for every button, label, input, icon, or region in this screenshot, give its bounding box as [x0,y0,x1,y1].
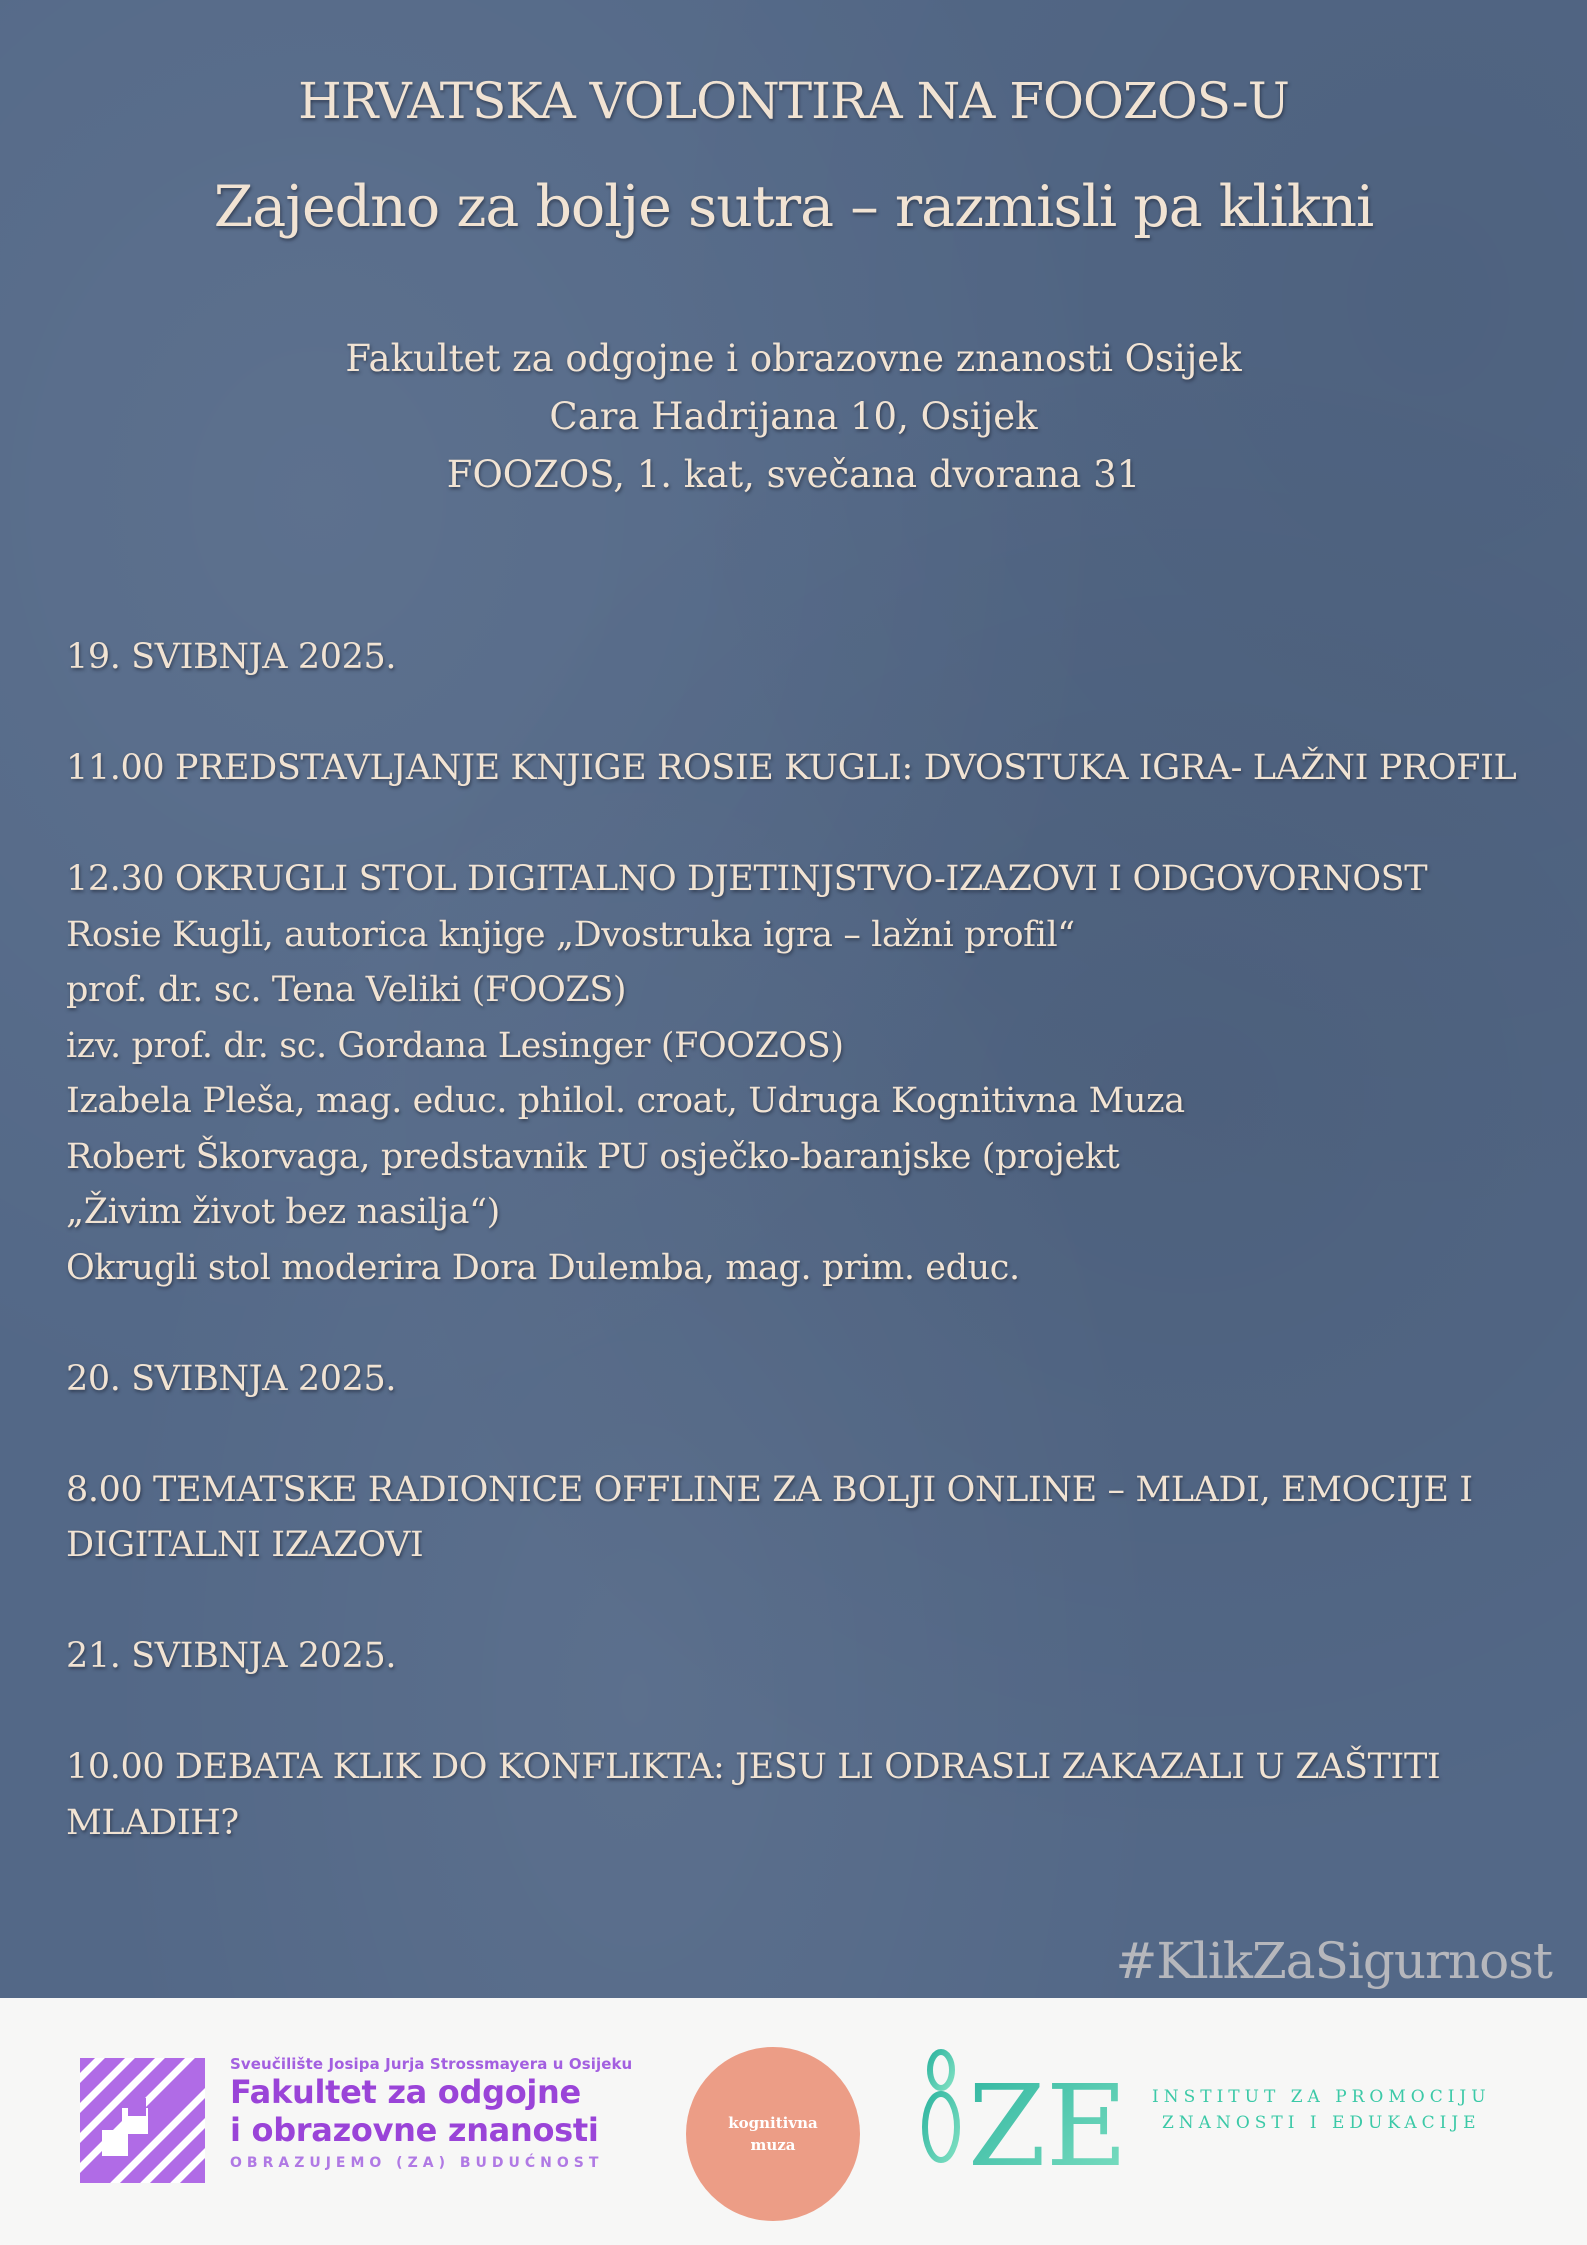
fooz-name-line2: i obrazovne znanosti [230,2111,599,2149]
fooz-name-line1: Fakultet za odgojne [230,2073,581,2111]
fooz-logo-text [230,2055,632,2171]
kognitivna-muza-logo [686,2047,860,2221]
day2-date: 20. SVIBNJA 2025. [66,1358,397,1399]
day1-event-round-table: 12.30 OKRUGLI STOL DIGITALNO DJETINJSTVO-IZAZOVI I ODGOVORNOST [66,859,1428,899]
muza-line2: muza [750,2136,796,2154]
venue-block [0,330,1587,504]
poster-subtitle: Zajedno za bolje sutra – razmisli pa klikni [213,174,1374,240]
ize-logo-icon [920,2045,1140,2175]
muza-line1: kognitivna [728,2114,818,2132]
day2-event-workshops: 8.00 TEMATSKE RADIONICE OFFLINE ZA BOLJI ONLINE – MLADI, EMOCIJE I [66,1469,1473,1510]
ize-line2: ZNANOSTI I EDUKACIJE [1161,2113,1481,2133]
fooz-motto: OBRAZUJEMO (ZA) BUDUĆNOST [230,2155,604,2171]
day3-date: 21. SVIBNJA 2025. [66,1636,397,1676]
program-schedule [66,630,1526,1851]
day1-date: 19. SVIBNJA 2025. [66,637,397,677]
fooz-logo-icon [80,2058,205,2183]
ize-mark-text: ZE [968,2062,1128,2175]
panel-member: Robert Škorvaga, predstavnik PU osječko-baranjske (projekt [66,1136,1120,1177]
panel-member: izv. prof. dr. sc. Gordana Lesinger (FOOZOS) [66,1025,844,1066]
panel-member: prof. dr. sc. Tena Veliki (FOOZS) [66,970,627,1010]
fooz-university: Sveučilište Josipa Jurja Strossmayera u Osijeku [230,2055,633,2073]
venue-institution: Fakultet za odgojne i obrazovne znanosti Osijek [345,337,1242,380]
panel-moderator: Okrugli stol moderira Dora Dulemba, mag. prim. educ. [66,1247,1020,1288]
panel-member: „Živim život bez nasilja“) [66,1192,500,1232]
day1-event-book-presentation: 11.00 PREDSTAVLJANJE KNJIGE ROSIE KUGLI: DVOSTUKA IGRA- LAŽNI PROFIL [66,748,1517,788]
venue-address: Cara Hadrijana 10, Osijek [549,395,1038,438]
poster-title: HRVATSKA VOLONTIRA NA FOOZOS-U [298,72,1289,130]
panel-member: Rosie Kugli, autorica knjige „Dvostruka igra – lažni profil“ [66,914,1075,955]
day3-event-debate-cont: MLADIH? [66,1802,239,1843]
day3-event-debate: 10.00 DEBATA KLIK DO KONFLIKTA: JESU LI ODRASLI ZAKAZALI U ZAŠTITI [66,1747,1441,1787]
hashtag: #KlikZaSigurnost [1115,1932,1552,1990]
day2-event-workshops-cont: DIGITALNI IZAZOVI [66,1525,424,1565]
panel-member: Izabela Pleša, mag. educ. philol. croat, Udruga Kognitivna Muza [66,1081,1185,1121]
ize-line1: INSTITUT ZA PROMOCIJU [1152,2087,1491,2107]
ize-institute-name [1152,2084,1491,2136]
venue-room: FOOZOS, 1. kat, svečana dvorana 31 [446,453,1141,496]
